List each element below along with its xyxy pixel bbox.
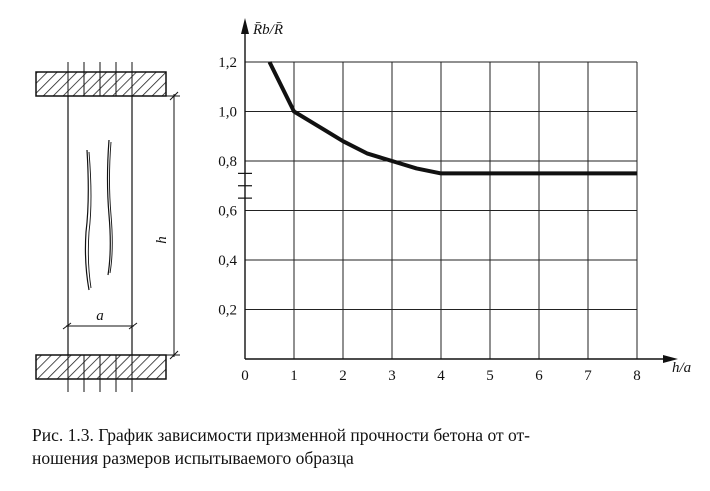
y-tick-label: 0,6 <box>218 203 237 220</box>
y-tick-label: 0,2 <box>218 302 237 319</box>
width-label: a <box>96 308 104 324</box>
figure-caption: Рис. 1.3. График зависимости призменной прочности бетона от от- ношения размеров испытываемого образца <box>32 425 530 468</box>
height-dimension <box>140 92 180 359</box>
series-line <box>270 62 638 173</box>
y-tick-label: 0,8 <box>218 154 237 170</box>
chart-grid <box>245 62 637 359</box>
x-tick-label: 4 <box>437 368 445 384</box>
height-label: h <box>154 236 170 244</box>
x-axis-label: h/a <box>672 360 692 376</box>
y-axis-label: R̄b/R̄ <box>253 22 283 38</box>
y-tick-label: 1,0 <box>218 104 237 121</box>
x-tick-label: 8 <box>633 368 641 384</box>
x-tick-label: 5 <box>486 368 494 384</box>
y-tick-label: 0,4 <box>218 253 237 269</box>
chart-axes <box>241 18 678 363</box>
x-tick-label: 7 <box>584 368 592 384</box>
crack-left-2 <box>88 152 91 288</box>
series-layer <box>270 62 638 173</box>
x-tick-label: 6 <box>535 368 543 384</box>
tick-labels <box>218 55 641 384</box>
x-tick-label: 0 <box>241 368 249 384</box>
chart <box>218 18 691 384</box>
x-tick-label: 3 <box>388 368 396 384</box>
y-tick-label: 1,2 <box>218 55 237 71</box>
x-tick-label: 2 <box>339 368 347 384</box>
x-tick-label: 1 <box>290 368 298 384</box>
y-axis-arrow <box>241 18 249 34</box>
top-press-plate <box>36 72 166 96</box>
bottom-press-plate <box>36 355 166 379</box>
specimen-diagram <box>36 62 180 392</box>
